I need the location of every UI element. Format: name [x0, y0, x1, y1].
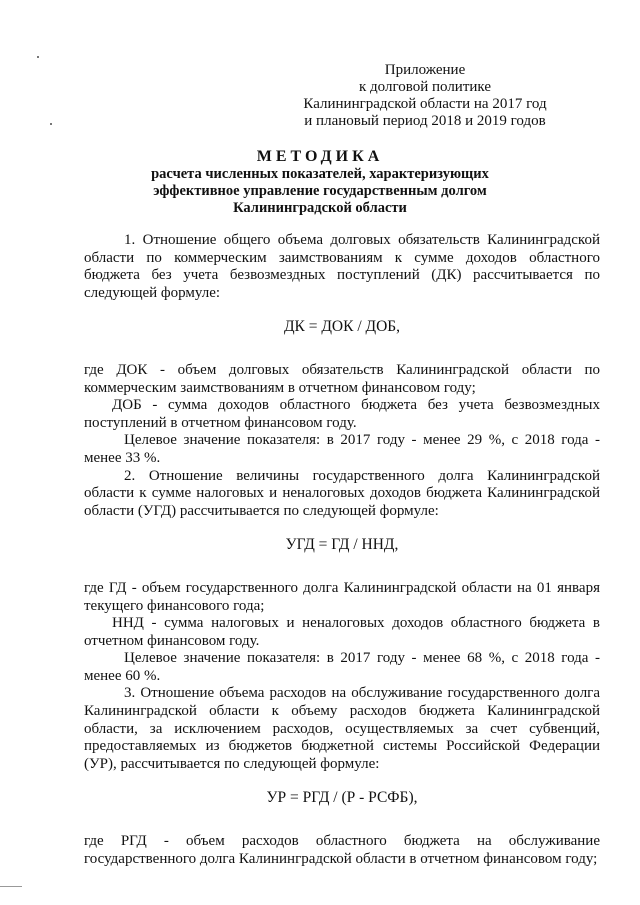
appendix-line: Калининградской области на 2017 год	[303, 96, 547, 112]
document-title	[100, 147, 540, 217]
title-subtitle: расчета численных показателей, характеризующих	[151, 166, 489, 182]
paragraph: ДОБ - сумма доходов областного бюджета без учета безвозмездных поступлений в отчетном финансовом году.	[84, 397, 600, 431]
appendix-header	[260, 62, 590, 130]
appendix-line: Приложение	[384, 62, 466, 78]
title-subtitle: Калининградской области	[233, 200, 407, 216]
appendix-line: и плановый период 2018 и 2019 годов	[304, 113, 546, 129]
paragraph: Целевое значение показателя: в 2017 году - менее 29 %, с 2018 года - менее 33 %.	[84, 432, 600, 466]
title-main: МЕТОДИКА	[256, 148, 384, 165]
scan-mark	[37, 56, 39, 58]
document-body	[84, 232, 600, 868]
paragraph: 2. Отношение величины государственного долга Калининградской области к сумме налоговых и неналоговых доходов бюджета Калининградской области (УГД) рассчитывается по следующей формуле:	[84, 467, 600, 519]
paragraph: Целевое значение показателя: в 2017 году - менее 68 %, с 2018 года - менее 60 %.	[84, 650, 600, 684]
paragraph: где ГД - объем государственного долга Калининградской области на 01 января текущего финансового года;	[84, 579, 600, 614]
paragraph: где РГД - объем расходов областного бюджета на обслуживание государственного долга Калининградской области в отчетном финансовом году;	[84, 833, 600, 867]
formula: УР = РГД / (Р - РСФБ),	[266, 789, 418, 807]
paragraph: ННД - сумма налоговых и неналоговых доходов областного бюджета в отчетном финансовом году.	[84, 615, 600, 649]
paragraph: где ДОК - объем долговых обязательств Калининградской области по коммерческим заимствованиям в отчетном финансовом году;	[84, 361, 600, 396]
scan-mark	[50, 123, 52, 125]
formula: УГД = ГД / ННД,	[285, 536, 399, 554]
title-subtitle: эффективное управление государственным долгом	[153, 183, 487, 199]
scan-mark	[0, 886, 22, 887]
paragraph: 1. Отношение общего объема долговых обязательств Калининградской области по коммерческим заимствованиям к сумме доходов областного бюджета без учета безвозмездных поступлений (ДК) рассчитывается по следующей формуле:	[84, 232, 600, 301]
paragraph: 3. Отношение объема расходов на обслуживание государственного долга Калининградской области к объему расходов бюджета Калининградской области, за исключением расходов, осуществляемых за счет субвенций, предоставляемых из бюджетов бюджетной системы Российской Федерации (УР), рассчитывается по следующей формуле:	[84, 685, 600, 772]
appendix-line: к долговой политике	[359, 79, 491, 95]
formula: ДК = ДОК / ДОБ,	[283, 318, 401, 336]
